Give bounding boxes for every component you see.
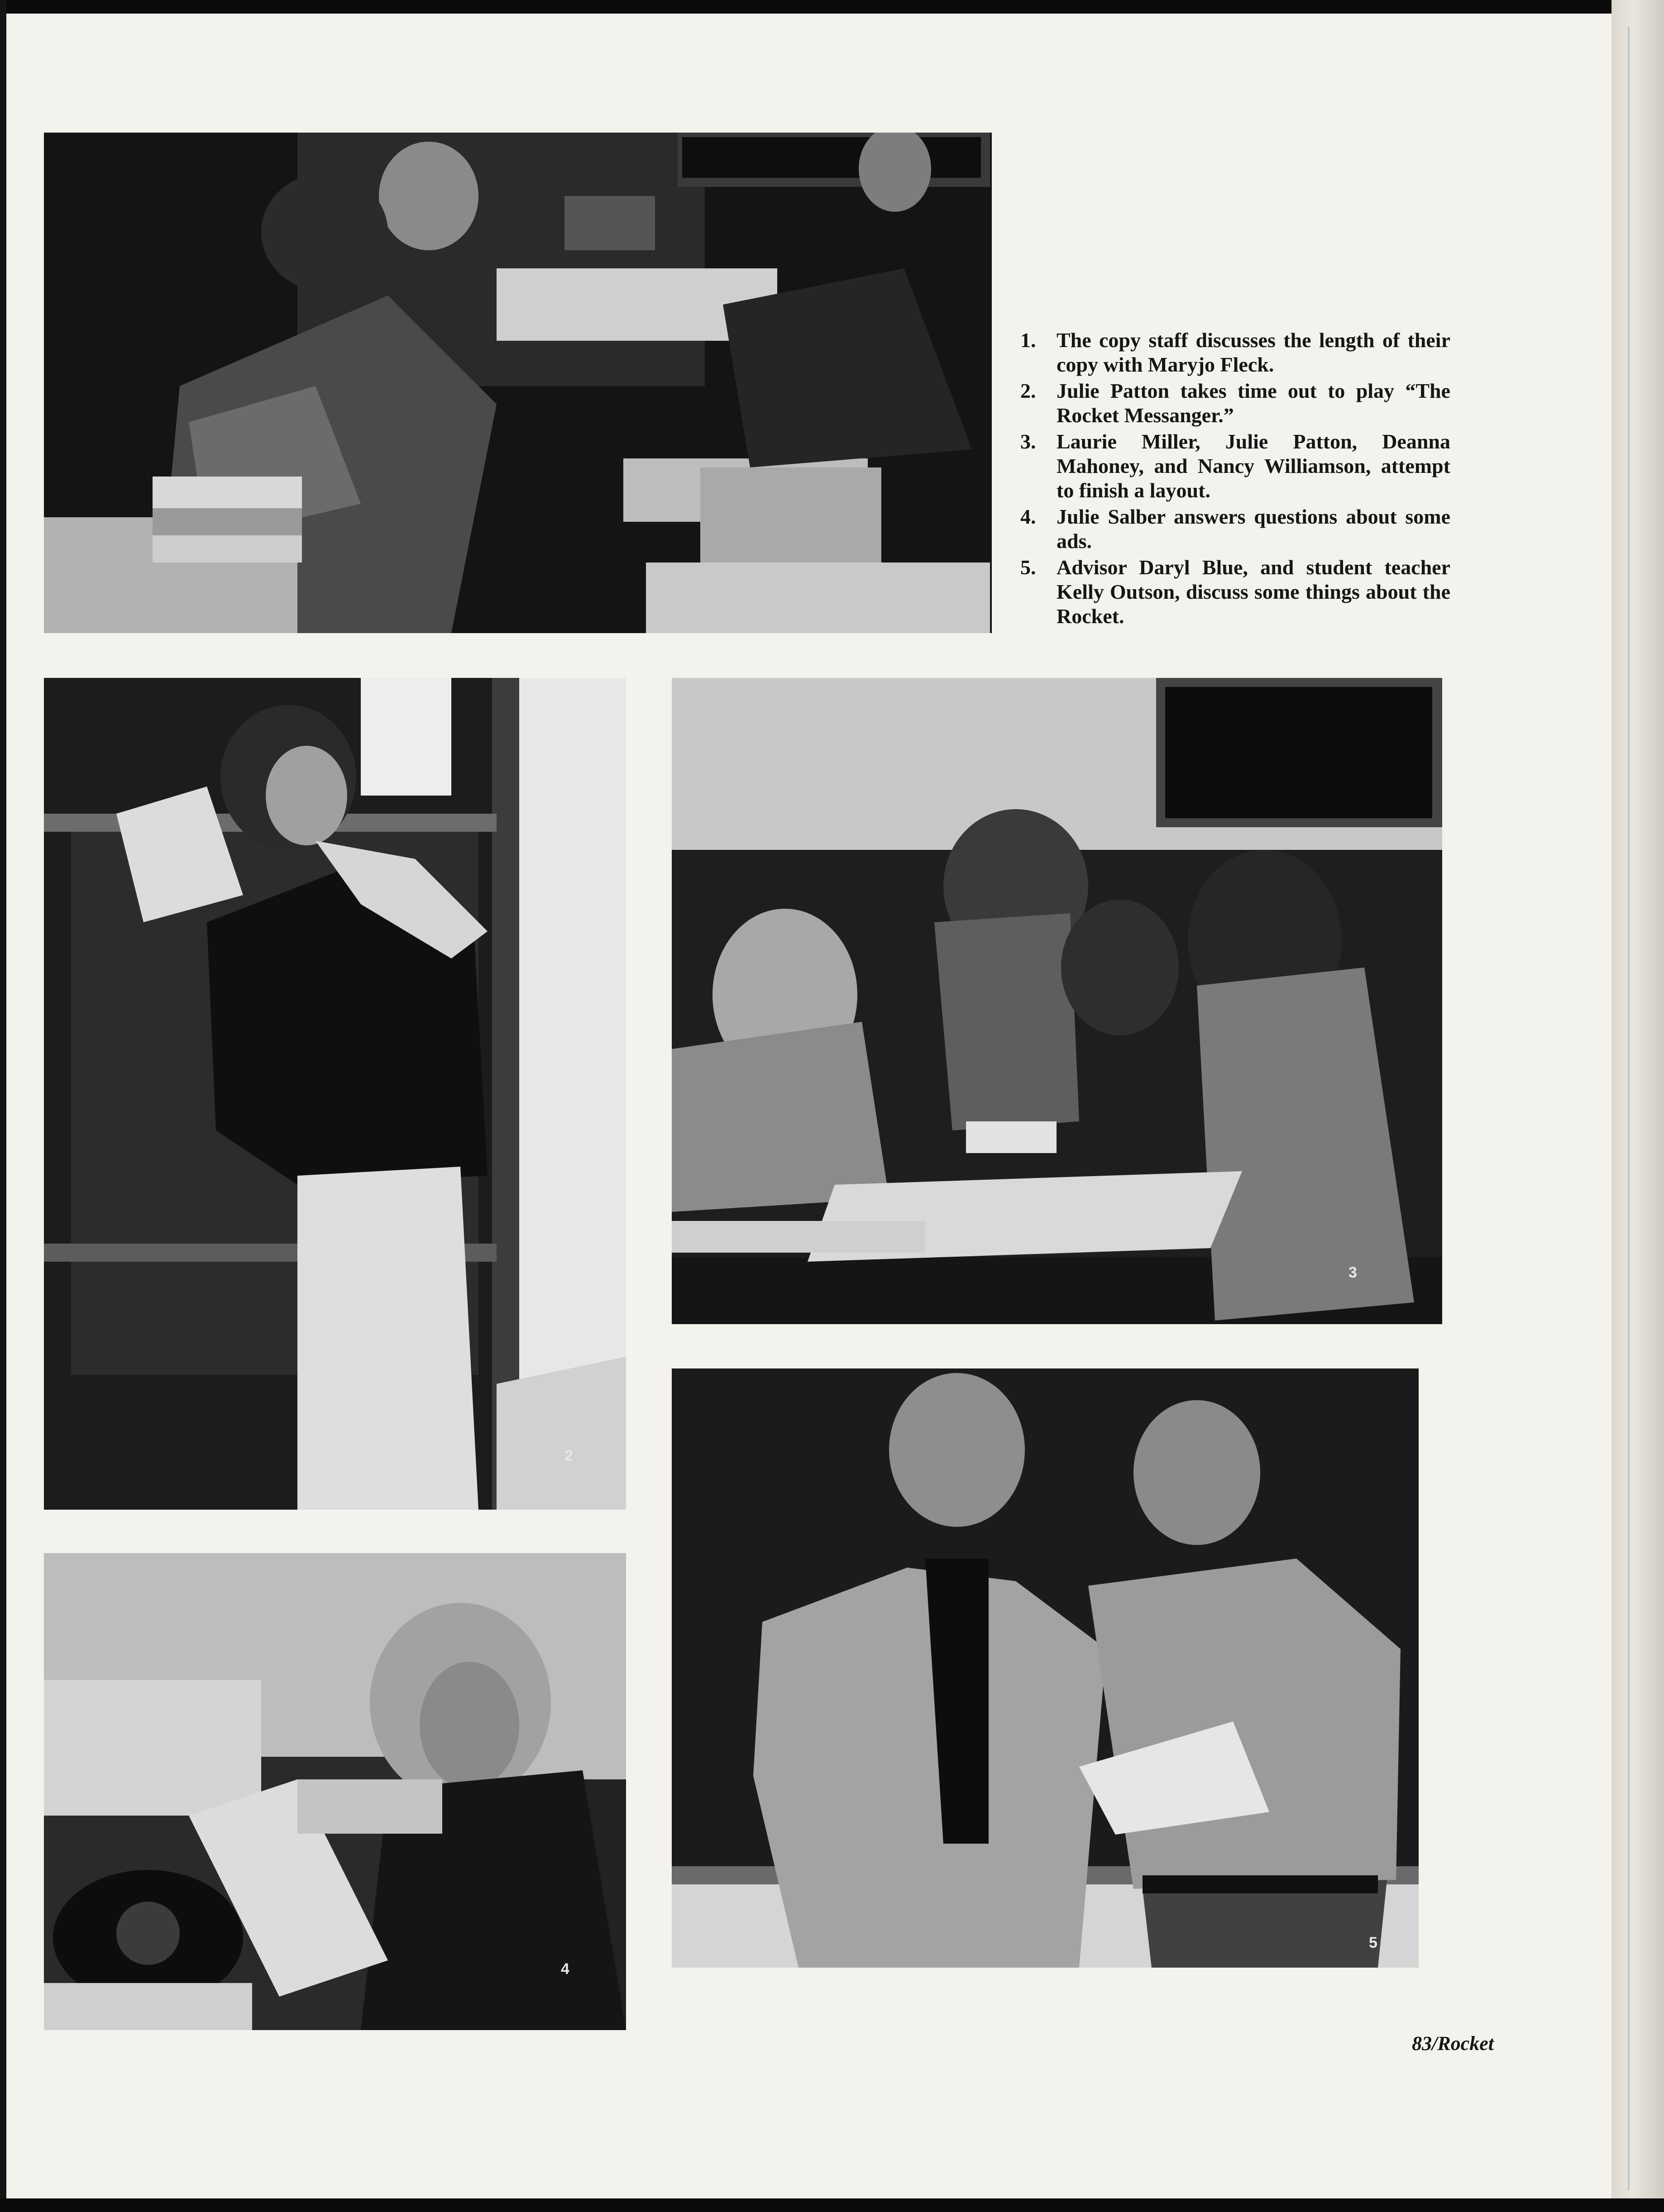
photo-rocket-messanger bbox=[44, 678, 626, 1510]
caption-1-text: The copy staff discusses the length of their copy with Maryjo Fleck. bbox=[1057, 329, 1450, 376]
caption-3-text: Laurie Miller, Julie Patton, Deanna Mahoney, and Nancy Williamson, attempt to finish a layout. bbox=[1057, 430, 1450, 502]
photo-ads-questions-image bbox=[44, 1553, 626, 2030]
photo-rocket-messanger-image bbox=[44, 678, 626, 1510]
caption-4 bbox=[1020, 505, 1450, 553]
caption-2 bbox=[1020, 379, 1450, 428]
caption-5 bbox=[1020, 555, 1450, 629]
photo-number-5: 5 bbox=[1369, 1934, 1377, 1951]
caption-5-number: 5. bbox=[1020, 556, 1036, 579]
scan-edge-bottom bbox=[0, 2198, 1664, 2212]
caption-3-number: 3. bbox=[1020, 430, 1036, 453]
photo-advisor-student-teacher-image bbox=[672, 1368, 1419, 1968]
photo-copy-staff-image bbox=[44, 133, 992, 633]
caption-2-text: Julie Patton takes time out to play “The Rocket Messanger.” bbox=[1057, 379, 1450, 427]
caption-4-number: 4. bbox=[1020, 505, 1036, 528]
caption-5-text: Advisor Daryl Blue, and student teacher Kelly Outson, discuss some things about the Rocket. bbox=[1057, 556, 1450, 628]
photo-number-2: 2 bbox=[564, 1447, 573, 1464]
caption-3 bbox=[1020, 429, 1450, 503]
photo-number-3: 3 bbox=[1348, 1264, 1357, 1281]
scan-edge-left bbox=[0, 0, 6, 2212]
photo-layout-team bbox=[672, 678, 1442, 1324]
photo-layout-team-image bbox=[672, 678, 1442, 1324]
caption-2-number: 2. bbox=[1020, 379, 1036, 402]
caption-1 bbox=[1020, 328, 1450, 377]
scan-edge-top bbox=[0, 0, 1664, 14]
binding-line bbox=[1628, 27, 1630, 2190]
photo-advisor-student-teacher bbox=[672, 1368, 1419, 1968]
caption-list bbox=[1020, 328, 1450, 630]
caption-1-number: 1. bbox=[1020, 329, 1036, 352]
caption-4-text: Julie Salber answers questions about some ads. bbox=[1057, 505, 1450, 553]
page-folio: 83/Rocket bbox=[1412, 2032, 1494, 2055]
photo-number-4: 4 bbox=[561, 1960, 569, 1978]
photo-copy-staff bbox=[44, 133, 992, 633]
photo-ads-questions bbox=[44, 1553, 626, 2030]
binding-edge bbox=[1611, 0, 1664, 2212]
